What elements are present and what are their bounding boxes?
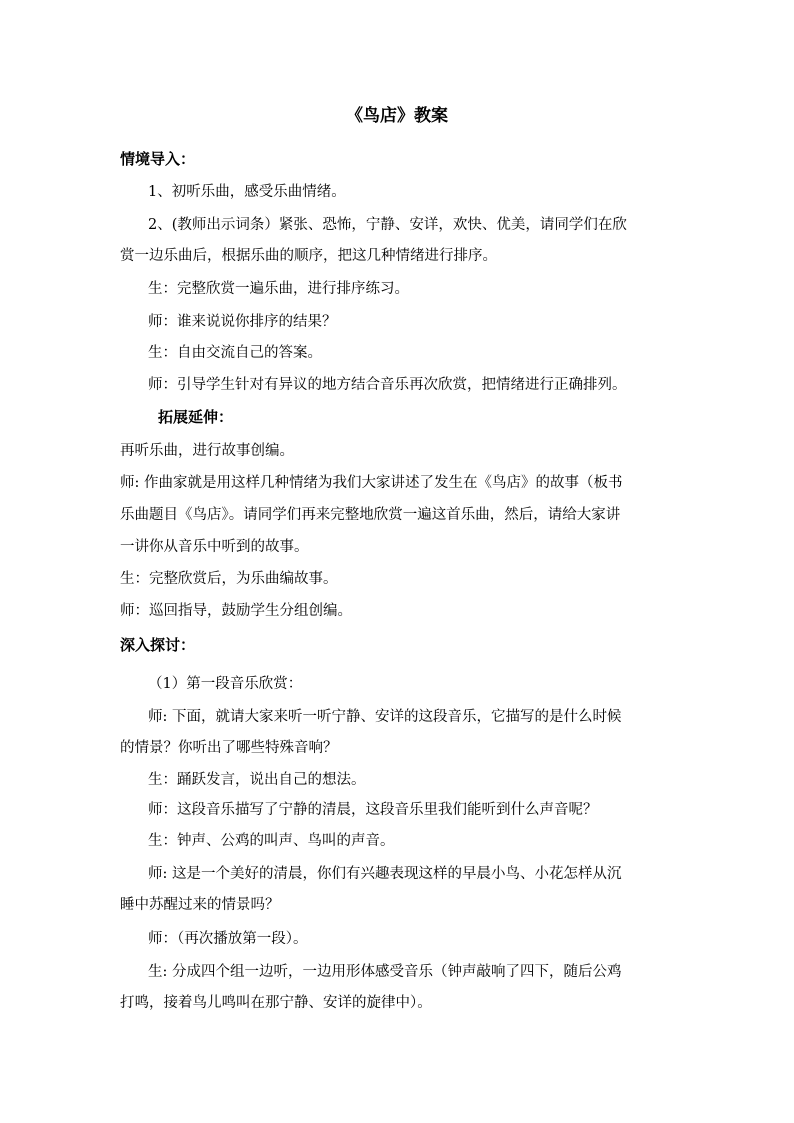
paragraph: （1）第一段音乐欣赏： [148, 676, 303, 692]
paragraph: 生：钟声、公鸡的叫声、鸟叫的声音。 [148, 833, 395, 849]
paragraph: 再听乐曲，进行故事创编。 [120, 443, 294, 459]
section-heading-explore: 深入探讨： [120, 636, 196, 654]
paragraph: 师：（再次播放第一段）。 [148, 931, 308, 947]
paragraph-continuation: 赏一边乐曲后，根据乐曲的顺序，把这几种情绪进行排序。 [120, 248, 497, 264]
page-title: 《鸟店》教案 [346, 106, 448, 126]
paragraph: 生: 分成四个组一边听，一边用形体感受音乐（钟声敲响了四下，随后公鸡 [148, 964, 622, 980]
paragraph-continuation: 打鸣，接着鸟儿鸣叫在那宁静、安详的旋律中）。 [120, 995, 432, 1011]
paragraph-continuation: 一讲你从音乐中听到的故事。 [120, 539, 309, 555]
paragraph: 生：完整欣赏后，为乐曲编故事。 [120, 571, 338, 587]
paragraph: 师: 下面，就请大家来听一听宁静、安详的这段音乐，它描写的是什么时候 [148, 709, 622, 725]
section-heading-intro: 情境导入： [120, 150, 196, 168]
paragraph: 师: 这是一个美好的清晨，你们有兴趣表现这样的早晨小鸟、小花怎样从沉 [148, 866, 622, 882]
paragraph: 师：这段音乐描写了宁静的清晨，这段音乐里我们能听到什么声音呢？ [148, 802, 598, 818]
paragraph: 师：谁来说说你排序的结果？ [148, 314, 337, 330]
paragraph-continuation: 乐曲题目《鸟店》。请同学们再来完整地欣赏一遍这首乐曲，然后，请给大家讲 [120, 507, 621, 523]
paragraph: 1、初听乐曲，感受乐曲情绪。 [148, 184, 346, 200]
paragraph: 生：踊跃发言，说出自己的想法。 [148, 772, 366, 788]
paragraph-continuation: 睡中苏醒过来的情景吗？ [120, 897, 280, 913]
section-heading-extension: 拓展延伸： [158, 408, 234, 426]
paragraph: 生：完整欣赏一遍乐曲，进行排序练习。 [148, 281, 409, 297]
paragraph: 师：巡回指导，鼓励学生分组创编。 [120, 603, 352, 619]
paragraph-continuation: 的情景？你听出了哪些特殊音响？ [120, 740, 338, 756]
paragraph: 师：引导学生针对有异议的地方结合音乐再次欣赏，把情绪进行正确排列。 [148, 377, 627, 393]
paragraph: 师: 作曲家就是用这样几种情绪为我们大家讲述了发生在《鸟店》的故事（板书 [120, 475, 623, 491]
paragraph: 2、(教师出示词条）紧张、恐怖，宁静、安详，欢快、优美，请同学们在欣 [148, 217, 627, 233]
paragraph: 生：自由交流自己的答案。 [148, 345, 322, 361]
